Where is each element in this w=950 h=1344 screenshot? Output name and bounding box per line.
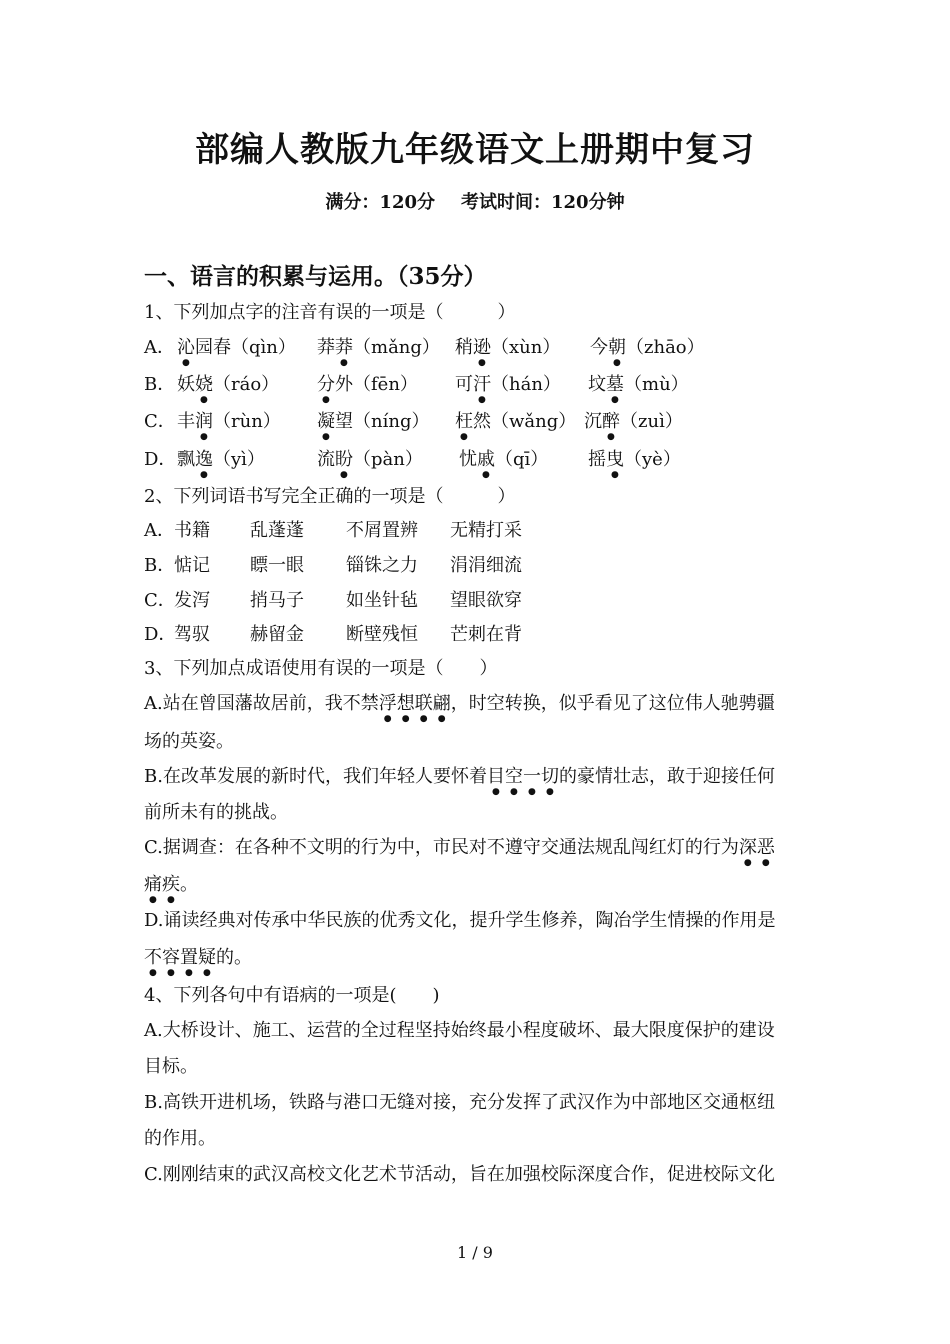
question-3-stem: 3、下列加点成语使用有误的一项是（ ） [144, 658, 498, 679]
q3-option-c-cont: 痛疾。 [144, 874, 198, 895]
q3-option-d: D.诵读经典对传承中华民族的优秀文化，提升学生修养，陶冶学生情操的作用是 [144, 910, 776, 931]
q1-b-item: 妖娆（ráo） [177, 374, 280, 395]
q1-d-item: 忧戚（qī） [459, 449, 549, 470]
q3-option-c: C.据调查：在各种不文明的行为中，市民对不遵守交通法规乱闯红灯的行为深恶 [144, 837, 775, 858]
section-heading: 一、语言的积累与运用。（35分） [144, 263, 487, 290]
q1-d-item: 流盼（pàn） [317, 449, 423, 470]
q3-option-a-cont: 场的英姿。 [144, 731, 234, 752]
q1-b-item: 可汗（hán） [455, 374, 561, 395]
question-4-stem: 4、下列各句中有语病的一项是( ) [144, 985, 440, 1006]
q1-c-item: 沉醉（zuì） [584, 411, 683, 432]
q3-option-d-cont: 不容置疑的。 [144, 947, 252, 968]
exam-info [0, 188, 950, 214]
question-1-stem: 1、下列加点字的注音有误的一项是（ ） [144, 302, 516, 323]
q3-option-b-cont: 前所未有的挑战。 [144, 802, 288, 823]
q1-d-item: 飘逸（yì） [177, 449, 265, 470]
full-score: 满分：120分 [325, 192, 435, 213]
question-2-stem: 2、下列词语书写完全正确的一项是（ ） [144, 486, 516, 507]
q1-b-item: 分外（fēn） [317, 374, 418, 395]
q1-c-item: 丰润（rùn） [177, 411, 281, 432]
q4-option-b: B.高铁开进机场，铁路与港口无缝对接，充分发挥了武汉作为中部地区交通枢纽 [144, 1092, 775, 1113]
q1-c-item: 枉然（wǎng） [455, 411, 577, 432]
q3-option-a: A.站在曾国藩故居前，我不禁浮想联翩，时空转换，似乎看见了这位伟人驰骋疆 [144, 693, 775, 714]
page-number: 1 / 9 [457, 1243, 493, 1262]
q1-d-item: 摇曳（yè） [588, 449, 681, 470]
q1-b-item: 坟墓（mù） [588, 374, 689, 395]
q4-option-b-cont: 的作用。 [144, 1128, 216, 1149]
q1-c-item: 凝望（níng） [317, 411, 430, 432]
exam-time: 考试时间：120分钟 [461, 192, 625, 213]
q4-option-c: C.刚刚结束的武汉高校文化艺术节活动，旨在加强校际深度合作，促进校际文化 [144, 1164, 775, 1185]
q4-option-a-cont: 目标。 [144, 1056, 198, 1077]
q1-a-item: 莽莽（mǎng） [317, 337, 440, 358]
q1-a-item: 沁园春（qìn） [177, 337, 296, 358]
q1-a-item: 今朝（zhāo） [590, 337, 705, 358]
page-title: 部编人教版九年级语文上册期中复习 [195, 130, 755, 170]
q1-a-item: 稍逊（xùn） [455, 337, 561, 358]
document-page: 部编人教版九年级语文上册期中复习 满分：120分 考试时间：120分钟 一、语言的积累与运用。（35分） 1、下列加点字的注音有误的一项是（ ） A． 沁园春（qìn） 莽莽（mǎng） 稍逊（xùn） 今朝（zhāo） B． 妖娆（ráo） 分外（fēn） 可汗（hán） 坟墓（mù） C． 丰润（rùn） 凝望（níng） 枉然（wǎng） 沉醉（zuì） D． 飘逸（yì） 流盼（pàn） 忧戚（qī） 摇曳（yè） 2、下列词语书写完全正确的一项是（ ） A． 书籍 乱蓬蓬 不屑置辨 无精打采 B． 惦记 瞟一眼 锱铢之力 涓涓细流 C． 发泻 捎马子 如坐针毡 望眼欲穿 D． 驾驭 赫留金 断壁残恒 芒刺在背 3、下列加点成语使用有误的一项是（ ） A.站在曾国藩故居前，我不禁浮想联翩，时空转换，似乎看见了这位伟人驰骋疆 场的英姿。 B.在改革发展的新时代，我们年轻人要怀着目空一切的豪情壮志，敢于迎接任何 前所未有的挑战。 C.据调查：在各种不文明的行为中，市民对不遵守交通法规乱闯红灯的行为深恶 痛疾。 D.诵读经典对传承中华民族的优秀文化，提升学生修养，陶冶学生情操的作用是 不容置疑的。 4、下列各句中有语病的一项是( ) A.大桥设计、施工、运营的全过程坚持始终最小程度破坏、最大限度保护的建设 目标。 B.高铁开进机场，铁路与港口无缝对接，充分发挥了武汉作为中部地区交通枢纽 的作用。 C.刚刚结束的武汉高校文化艺术节活动，旨在加强校际深度合作，促进校际文化 1 / 9 [0, 0, 950, 1344]
q3-option-b: B.在改革发展的新时代，我们年轻人要怀着目空一切的豪情壮志，敢于迎接任何 [144, 766, 775, 787]
q4-option-a: A.大桥设计、施工、运营的全过程坚持始终最小程度破坏、最大限度保护的建设 [144, 1020, 775, 1041]
